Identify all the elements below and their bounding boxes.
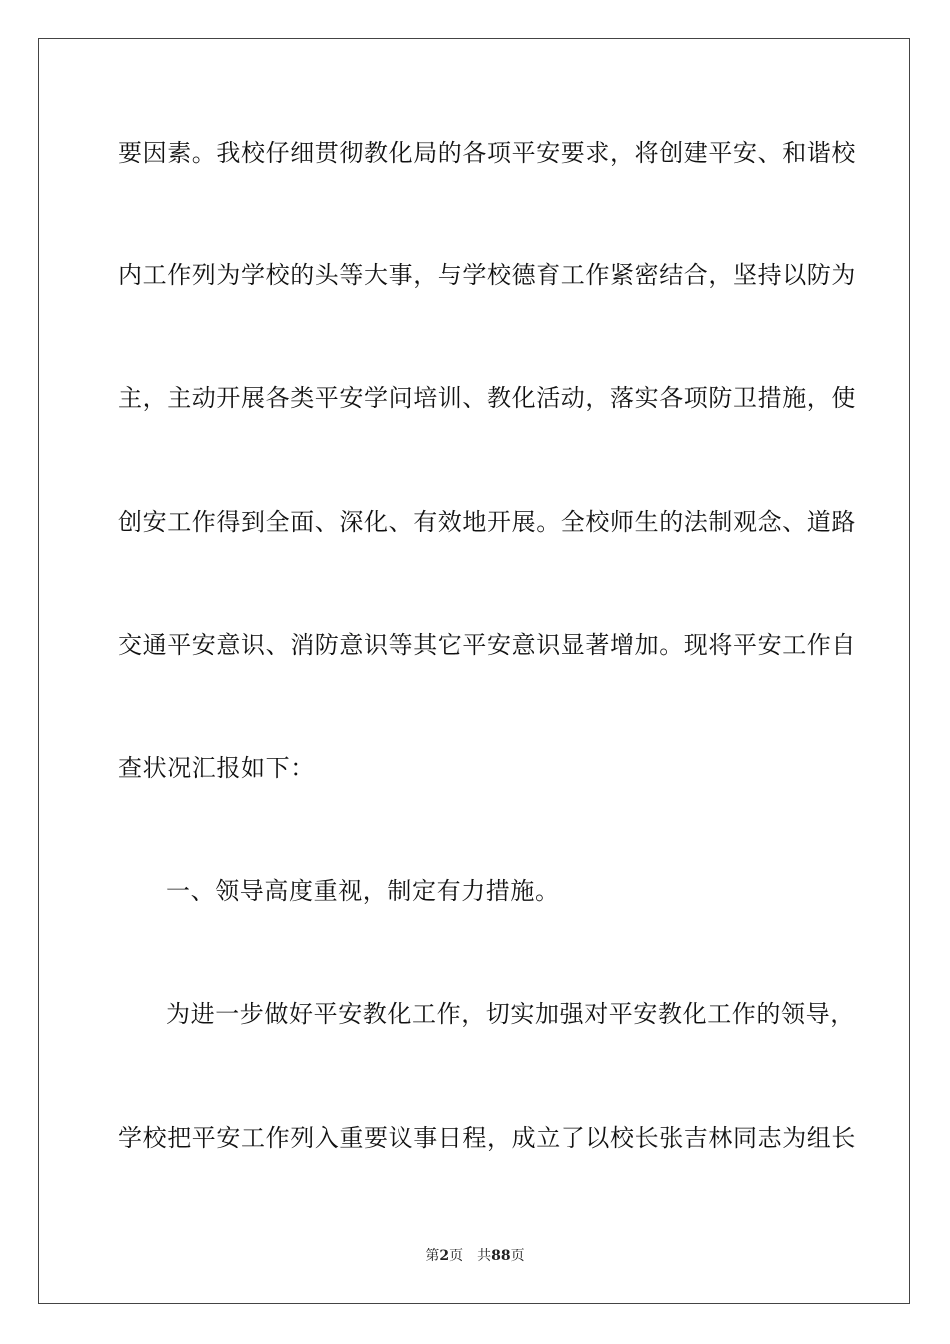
total-pages: 88 [491,1248,511,1264]
body-line-3: 主，主动开展各类平安学问培训、教化活动，落实各项防卫措施，使 [118,384,856,412]
page-number: 2 [439,1248,450,1264]
total-suffix: 页 [510,1248,525,1264]
page-suffix: 页 [449,1248,464,1264]
body-line-6: 查状况汇报如下： [118,754,315,782]
body-line-5: 交通平安意识、消防意识等其它平安意识显著增加。现将平安工作自 [118,631,856,659]
body-line-8: 为进一步做好平安教化工作，切实加强对平安教化工作的领导， [166,1000,855,1028]
page-footer [0,1247,950,1265]
body-line-4: 创安工作得到全面、深化、有效地开展。全校师生的法制观念、道路 [118,508,856,536]
page-prefix: 第 [425,1248,440,1264]
body-line-9: 学校把平安工作列入重要议事日程，成立了以校长张吉林同志为组长 [118,1124,856,1152]
section-heading-1: 一、领导高度重视，制定有力措施。 [166,877,560,905]
page-border [38,38,910,1304]
body-line-2: 内工作列为学校的头等大事，与学校德育工作紧密结合，坚持以防为 [118,261,856,289]
body-line-1: 要因素。我校仔细贯彻教化局的各项平安要求，将创建平安、和谐校 [118,139,856,167]
total-prefix: 共 [477,1248,492,1264]
